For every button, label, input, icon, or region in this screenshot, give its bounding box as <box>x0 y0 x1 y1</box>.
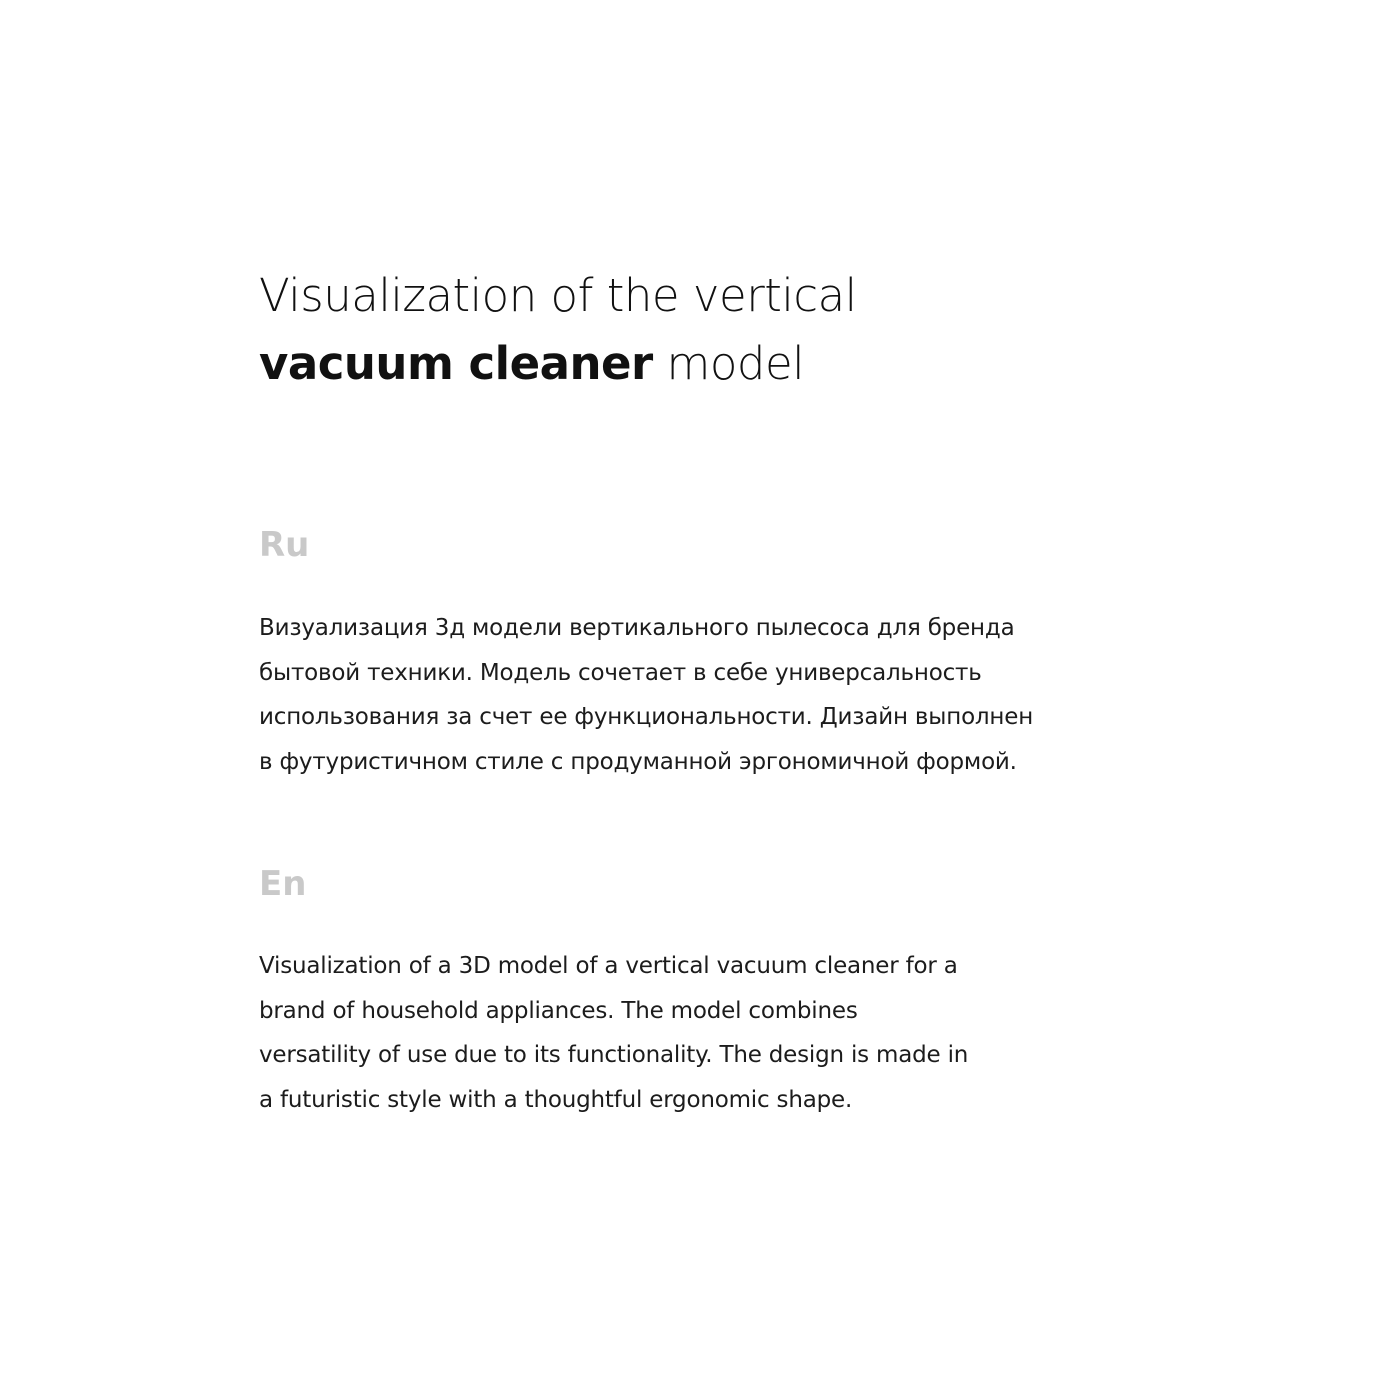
title-line-2 <box>259 330 1159 398</box>
paragraph-line: использования за счет ее функциональности. Дизайн выполнен <box>259 704 1034 730</box>
paragraph-line: в футуристичном стиле с продуманной эргономичной формой. <box>259 748 1017 775</box>
paragraph-line: бытовой техники. Модель сочетает в себе универсальность <box>259 659 982 686</box>
page-title <box>259 262 1159 398</box>
section-label-ru: Ru <box>259 525 310 565</box>
paragraph-line: a futuristic style with a thoughtful ergonomic shape. <box>259 1086 853 1113</box>
description-ru <box>259 606 1033 784</box>
description-en <box>259 944 968 1122</box>
paragraph-line: versatility of use due to its functionality. The design is made in <box>259 1042 969 1068</box>
title-bold-text: vacuum cleaner <box>259 337 653 390</box>
paragraph-line: brand of household appliances. The model combines <box>259 997 858 1024</box>
paragraph-line: Визуализация 3д модели вертикального пылесоса для бренда <box>259 615 1015 641</box>
title-line-1: Visualization of the vertical <box>259 269 857 322</box>
paragraph-line: Visualization of a 3D model of a vertical vacuum cleaner for a <box>259 953 958 979</box>
section-label-en: En <box>259 864 307 904</box>
title-rest-text: model <box>652 337 805 390</box>
